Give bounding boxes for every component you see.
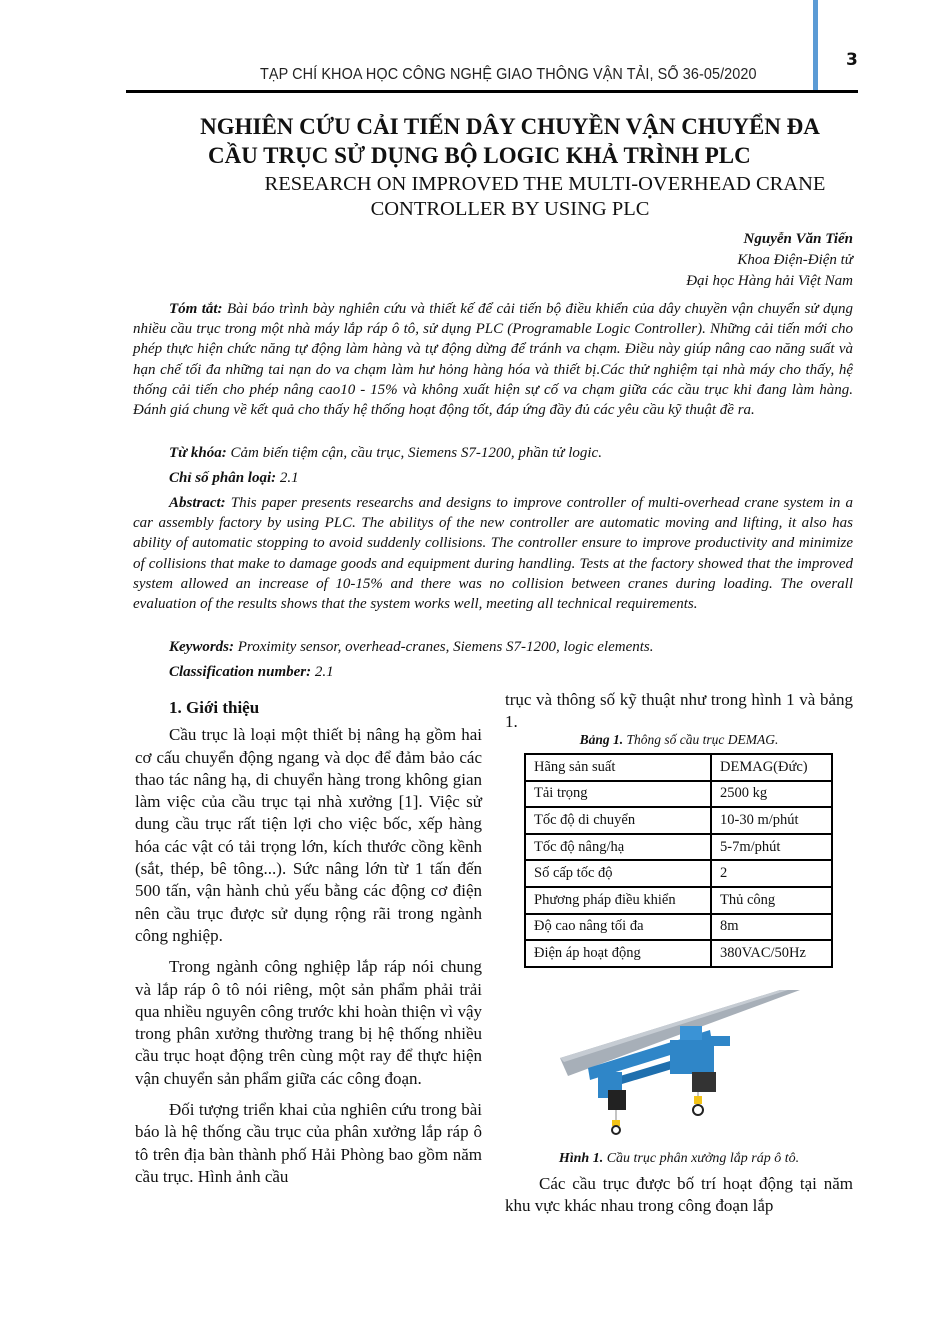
author-university: Đại học Hàng hải Việt Nam (686, 273, 853, 289)
table-cell: 8m (711, 914, 832, 941)
table-cell: 2 (711, 860, 832, 887)
table-caption-text: Thông số cầu trục DEMAG. (623, 732, 779, 747)
table-row (525, 781, 832, 808)
classification-vietnamese (133, 468, 853, 488)
header-accent-bar (813, 0, 818, 92)
author-block (686, 229, 853, 292)
paragraph: Cầu trục là loại một thiết bị nâng hạ gồm hai cơ cấu chuyển động ngang và dọc để đảm bảo các thao tác nâng hạ, di chuyển hàng trong không gian làm việc của cầu trục tại nhà xưởng [1]. Việc sử dung cầu trục rất tiện lợi cho việc bốc, xếp hàng hóa các vật có tải trọng lớn, kích thước cồng kềnh (sắt, thép, bê tông...). Sức nâng lớn từ 1 tấn đến 500 tấn, vận hành chủ yếu bằng các động cơ điện nên cầu trục được sử dụng rộng rãi trong ngành công nghiệp. (135, 725, 482, 945)
right-hoist (670, 1040, 714, 1074)
table-cell: Tốc độ di chuyển (525, 807, 711, 834)
keywords-vi-text: Cảm biến tiệm cận, cầu trục, Siemens S7-1200, phần tử logic. (226, 445, 602, 461)
right-column-paragraph: Các cầu trục được bố trí hoạt động tại năm khu vực khác nhau trong công đoạn lắp (505, 1174, 853, 1216)
table-cell: 2500 kg (711, 781, 832, 808)
table-cell: Tốc độ nâng/hạ (525, 834, 711, 861)
classification-en-label: Classification number: (169, 664, 312, 680)
title-en-line-2: CONTROLLER BY USING PLC (370, 198, 650, 220)
header-rule (126, 90, 858, 93)
table-cell: DEMAG(Đức) (711, 754, 832, 781)
right-column-continuation: trục và thông số kỹ thuật như trong hình 1 và bảng 1. (505, 690, 853, 732)
classification-vi-label: Chỉ số phân loại: (169, 470, 277, 486)
classification-english (133, 662, 853, 682)
table-cell: Hãng sản suất (525, 754, 711, 781)
page-number: 3 (846, 50, 858, 70)
table-cell: Điện áp hoạt động (525, 940, 711, 967)
overhead-crane-figure (560, 990, 820, 1135)
table-row (525, 940, 832, 967)
author-department: Khoa Điện-Điện tử (737, 252, 853, 268)
keywords-english (133, 637, 853, 657)
keywords-en-text: Proximity sensor, overhead-cranes, Siemens S7-1200, logic elements. (234, 639, 654, 655)
paragraph: Đối tượng triển khai của nghiên cứu trong bài báo là hệ thống cầu trục của phân xưởng lắp ráp ô tô trên địa bàn thành phố Hải Phòng bao gồm năm cầu trục. Hình ảnh cầu (135, 1100, 482, 1186)
abstract-vi-text: Bài báo trình bày nghiên cứu và thiết kế để cải tiến bộ điều khiển của dây chuyền vận chuyển sử dụng nhiều cầu trục trong một nhà máy lắp ráp ô tô, sử dụng PLC (Programable Logic Controller). Những cải tiến mới cho phép thực hiện chức năng tự động làm hàng và tự động dừng để tránh va chạm. Điều này giúp nâng cao năng suất và hạn chế tối đa những tai nạn do va chạm làm hư hỏng hàng hóa và thiết bị.Các thử nghiệm tại nhà máy cho thấy, hệ thống cải tiến cho phép nâng cao10 - 15% và không xuất hiện sự cố va chạm giữa các cầu trục khi đang làm hàng. Đánh giá chung về kết quả cho thấy hệ thống hoạt động tốt, đáp ứng đầy đủ các yêu cầu kỹ thuật đề ra. (133, 301, 853, 419)
table-caption-label: Bảng 1. (579, 732, 624, 747)
classification-en-text: 2.1 (311, 664, 334, 680)
paragraph: Trong ngành công nghiệp lắp ráp nói chung và lắp ráp ô tô nói riêng, một sản phẩm phải trải qua nhiều nguyên công trước khi hoàn thiện vì vậy trong phân xưởng thường trang bị hệ thống nhiều cầu trục hoạt động trên cùng một ray để thực hiện vận chuyển sản phẩm giữa các công đoạn. (135, 957, 482, 1088)
left-column (135, 697, 482, 1197)
author-name: Nguyễn Văn Tiến (743, 231, 853, 247)
journal-header: TẠP CHÍ KHOA HỌC CÔNG NGHỆ GIAO THÔNG VẬN TẢI, SỐ 36-05/2020 (260, 66, 757, 83)
table-cell: Số cấp tốc độ (525, 860, 711, 887)
title-english (150, 172, 870, 222)
table-cell: Tải trọng (525, 781, 711, 808)
abstract-en-label: Abstract: (169, 495, 226, 511)
abstract-english (133, 493, 853, 614)
abstract-en-text: This paper presents researchs and designs to improve controller of multi-overhead crane system in a car assembly factory by using PLC. The abilitys of the new controller are automatic moving and lifting, it also has ability of automatic stopping to avoid suddenly collisions. The controller ensure to improve productivity and minimize of collisions that make to damage goods and equipment during handling. Tests at the factory showed that the improved system allowed an increase of 10-15% and there was no collision between cranes during loading. The overall evaluation of the results shows that the system works well, meeting all technical requirements. (133, 495, 853, 613)
title-vi-line-1: NGHIÊN CỨU CẢI TIẾN DÂY CHUYỀN VẬN CHUYỂN ĐA (200, 114, 820, 139)
table-caption (505, 732, 853, 748)
table-cell: Thủ công (711, 887, 832, 914)
figure-caption (505, 1151, 853, 1167)
crane-spec-table (524, 753, 833, 968)
table-row (525, 754, 832, 781)
table-row (525, 914, 832, 941)
keywords-en-label: Keywords: (169, 639, 234, 655)
abstract-vietnamese (133, 299, 853, 420)
title-vi-line-2: CẦU TRỤC SỬ DỤNG BỘ LOGIC KHẢ TRÌNH PLC (208, 143, 751, 168)
title-en-line-1: RESEARCH ON IMPROVED THE MULTI-OVERHEAD CRANE (264, 173, 826, 195)
table-cell: 10-30 m/phút (711, 807, 832, 834)
table-row (525, 860, 832, 887)
title-vietnamese (150, 112, 870, 170)
table-cell: 5-7m/phút (711, 834, 832, 861)
table-cell: 380VAC/50Hz (711, 940, 832, 967)
table-cell: Độ cao nâng tối đa (525, 914, 711, 941)
figure-caption-text: Cầu trục phân xưởng lắp ráp ô tô. (603, 1151, 800, 1166)
table-row (525, 887, 832, 914)
abstract-vi-label: Tóm tắt: (169, 301, 223, 317)
section-heading: 1. Giới thiệu (169, 698, 260, 717)
right-hook (694, 1096, 702, 1104)
figure-caption-label: Hình 1. (558, 1151, 604, 1166)
classification-vi-text: 2.1 (276, 470, 299, 486)
table-row (525, 834, 832, 861)
keywords-vietnamese (133, 443, 853, 463)
table-cell: Phương pháp điều khiển (525, 887, 711, 914)
table-row (525, 807, 832, 834)
keywords-vi-label: Từ khóa: (169, 445, 227, 461)
